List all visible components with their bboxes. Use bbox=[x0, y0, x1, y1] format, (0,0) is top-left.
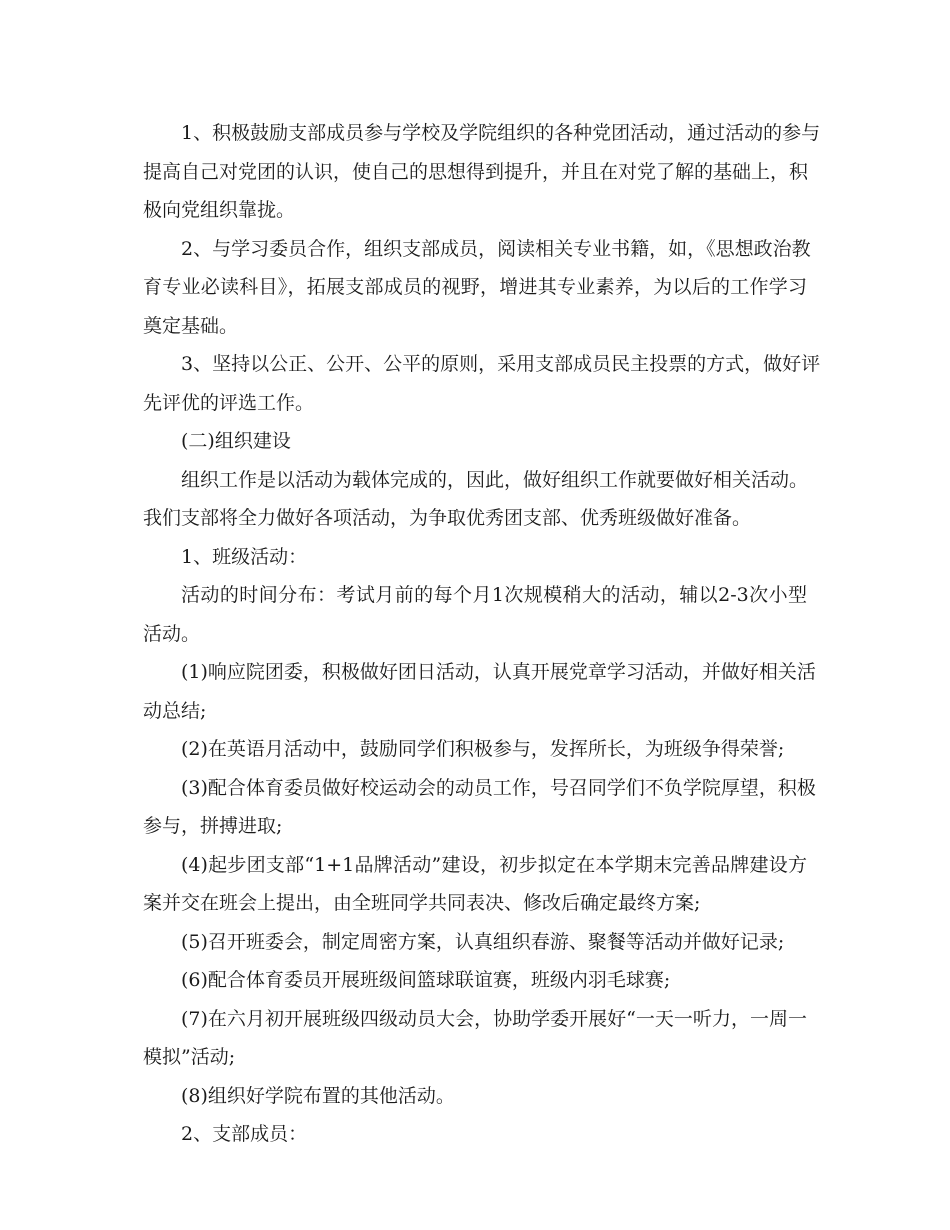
paragraph bbox=[143, 230, 811, 346]
text-line: 活动的时间分布：考试月前的每个月1次规模稍大的活动，辅以2-3次小型 bbox=[181, 584, 807, 606]
text-line: (7)在六月初开展班级四级动员大会，协助学委开展好“一天一听力，一周一 bbox=[181, 1007, 807, 1030]
text-line: (二)组织建设 bbox=[181, 430, 291, 452]
text-line: 参与，拼搏进取; bbox=[143, 815, 283, 837]
text-line: 模拟”活动; bbox=[143, 1046, 236, 1068]
text-line: 奠定基础。 bbox=[143, 314, 239, 337]
text-line: 组织工作是以活动为载体完成的，因此，做好组织工作就要做好相关活动。 bbox=[181, 468, 809, 491]
list-item bbox=[143, 769, 816, 846]
section-heading bbox=[143, 422, 807, 461]
text-line: 育专业必读科目》，拓展支部成员的视野，增进其专业素养，为以后的工作学习 bbox=[143, 276, 807, 298]
list-item bbox=[143, 846, 807, 923]
list-item bbox=[143, 1077, 807, 1116]
text-line: 提高自己对党团的认识，使自己的思想得到提升，并且在对党了解的基础上，积 bbox=[143, 160, 809, 183]
text-line: (3)配合体育委员做好校运动会的动员工作，号召同学们不负学院厚望，积极 bbox=[181, 776, 816, 799]
list-item bbox=[143, 653, 816, 730]
text-line: 动总结; bbox=[143, 699, 207, 722]
paragraph bbox=[143, 345, 821, 422]
list-item bbox=[143, 961, 807, 1000]
text-line: 2、支部成员： bbox=[181, 1123, 308, 1145]
text-line: 1、班级活动： bbox=[181, 545, 308, 568]
paragraph bbox=[143, 576, 807, 653]
list-item bbox=[143, 923, 807, 962]
text-line: (2)在英语月活动中，鼓励同学们积极参与，发挥所长，为班级争得荣誉; bbox=[181, 738, 785, 760]
text-line: 极向党组织靠拢。 bbox=[143, 199, 296, 221]
subsection-heading bbox=[143, 538, 807, 577]
text-line: (4)起步团支部“1+1品牌活动”建设，初步拟定在本学期末完善品牌建设方 bbox=[181, 853, 807, 876]
text-line: 先评优的评选工作。 bbox=[143, 391, 315, 414]
subsection-heading bbox=[143, 1115, 807, 1154]
paragraph bbox=[143, 461, 807, 538]
text-line: 3、坚持以公正、公开、公平的原则，采用支部成员民主投票的方式，做好评 bbox=[181, 353, 821, 375]
list-item bbox=[143, 1000, 807, 1077]
text-line: 2、与学习委员合作，组织支部成员，阅读相关专业书籍，如，《思想政治教 bbox=[181, 237, 811, 260]
text-line: (1)响应院团委，积极做好团日活动，认真开展党章学习活动，并做好相关活 bbox=[181, 661, 816, 683]
text-line: 案并交在班会上提出，由全班同学共同表决、修改后确定最终方案; bbox=[143, 892, 701, 914]
text-line: (6)配合体育委员开展班级间篮球联谊赛，班级内羽毛球赛; bbox=[181, 969, 671, 991]
document-page bbox=[143, 114, 821, 1154]
list-item bbox=[143, 730, 807, 769]
text-line: 我们支部将全力做好各项活动，为争取优秀团支部、优秀班级做好准备。 bbox=[143, 507, 752, 529]
text-line: 1、积极鼓励支部成员参与学校及学院组织的各种党团活动，通过活动的参与 bbox=[181, 122, 821, 144]
text-line: (5)召开班委会，制定周密方案，认真组织春游、聚餐等活动并做好记录; bbox=[181, 930, 785, 953]
paragraph bbox=[143, 114, 821, 230]
text-line: 活动。 bbox=[143, 622, 201, 645]
text-line: (8)组织好学院布置的其他活动。 bbox=[181, 1084, 455, 1107]
